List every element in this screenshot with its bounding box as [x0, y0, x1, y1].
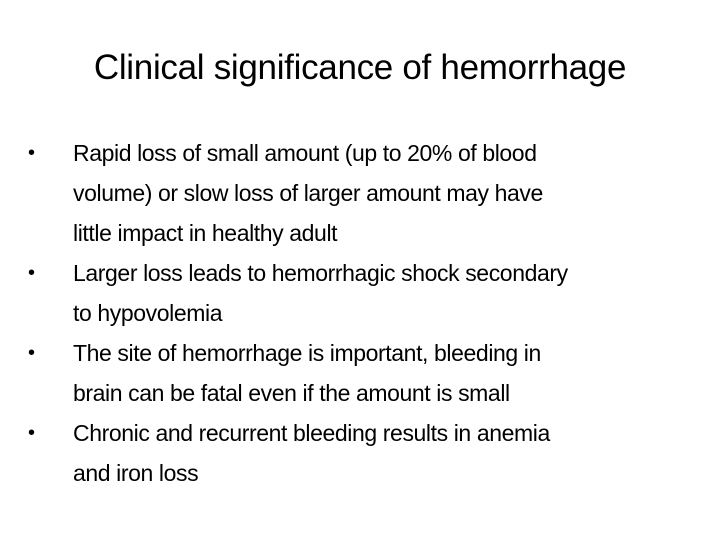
bullet-line: volume) or slow loss of larger amount may have	[73, 180, 543, 206]
bullet-text	[73, 413, 696, 493]
bullet-list	[26, 133, 696, 493]
bullet-item	[26, 333, 696, 413]
slide-title: Clinical significance of hemorrhage	[93, 48, 627, 87]
bullet-icon: •	[28, 142, 36, 164]
bullet-text	[73, 253, 696, 333]
bullet-line: Chronic and recurrent bleeding results in anemia	[73, 420, 550, 446]
bullet-text	[73, 133, 696, 253]
bullet-line: to hypovolemia	[73, 300, 223, 326]
bullet-line: brain can be fatal even if the amount is small	[73, 380, 510, 406]
bullet-item	[26, 413, 696, 493]
bullet-line: little impact in healthy adult	[73, 220, 338, 246]
bullet-text	[73, 333, 696, 413]
bullet-line: The site of hemorrhage is important, bleeding in	[73, 340, 541, 366]
bullet-icon: •	[28, 422, 36, 444]
bullet-icon: •	[28, 262, 36, 284]
bullet-line: Rapid loss of small amount (up to 20% of blood	[73, 140, 537, 166]
bullet-line: and iron loss	[73, 460, 199, 486]
bullet-item	[26, 133, 696, 253]
bullet-icon: •	[28, 342, 36, 364]
bullet-item	[26, 253, 696, 333]
bullet-line: Larger loss leads to hemorrhagic shock secondary	[73, 260, 568, 286]
